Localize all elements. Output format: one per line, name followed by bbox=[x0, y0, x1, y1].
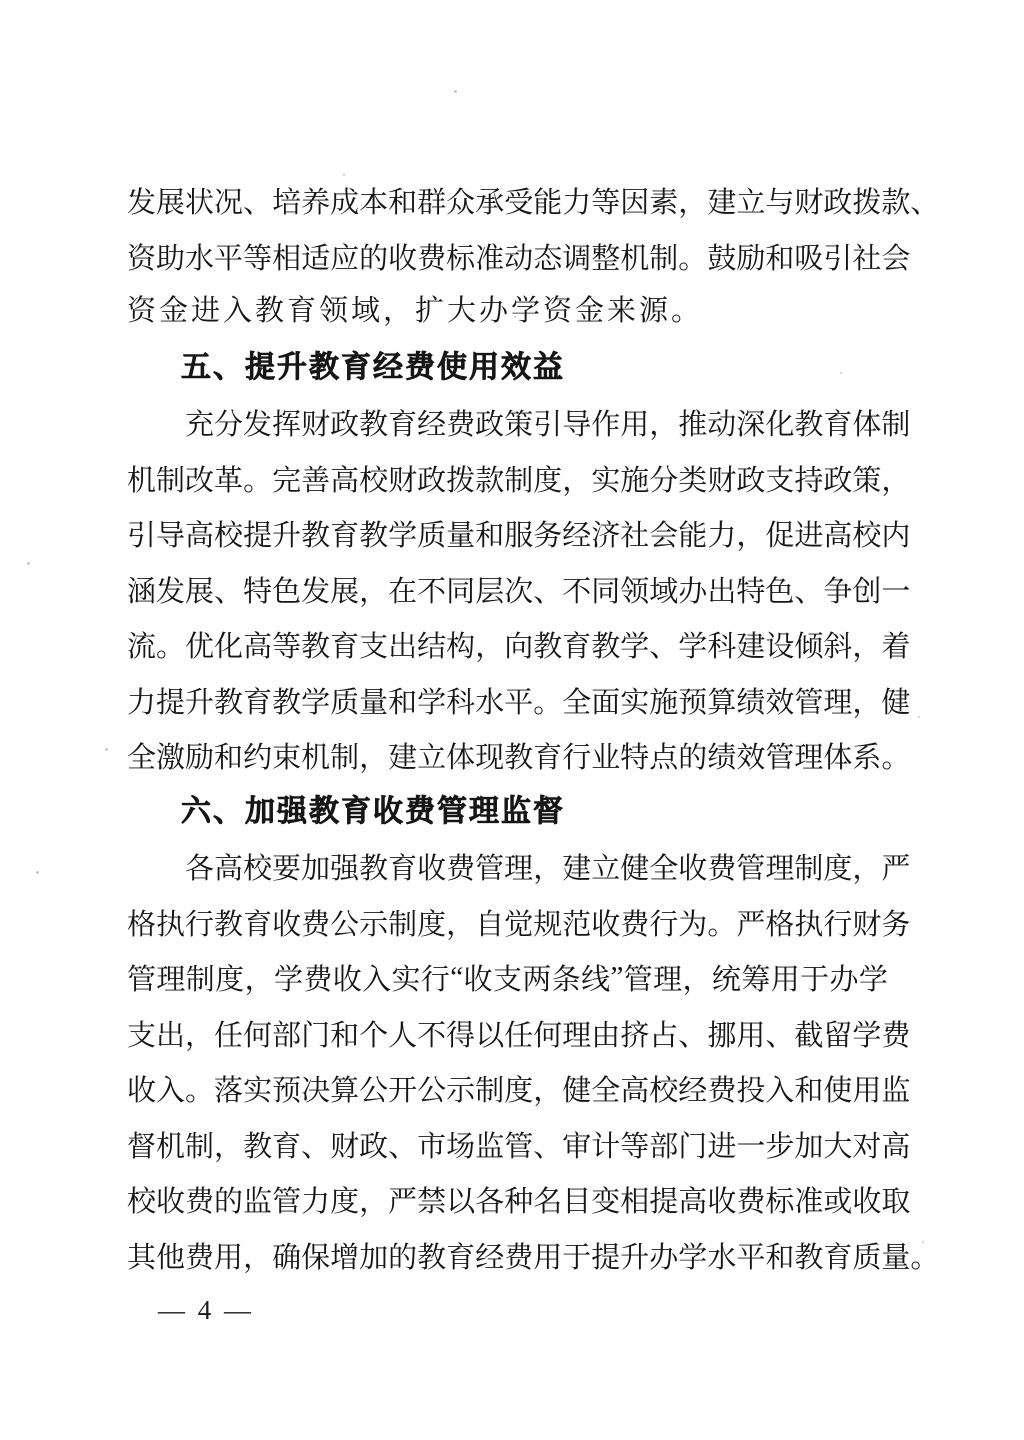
text-line: 涵 发 展 、 特 色 发 展 ， 在 不 同 层 次 、 不 同 领 域 办 出 特 色 、 争 创 一 bbox=[127, 575, 911, 608]
scan-speck bbox=[454, 90, 457, 93]
text-line: 管 理 制 度 ， 学 费 收 入 实 行 “ 收 支 两 条 线 ” 管 理 ， 统 筹 用 于 办 学 bbox=[127, 961, 888, 997]
text-line: 资 助 水 平 等 相 适 应 的 收 费 标 准 动 态 调 整 机 制 。 鼓 励 和 吸 引 社 会 bbox=[127, 242, 911, 275]
text-line: 充 分 发 挥 财 政 教 育 经 费 政 策 引 导 作 用 ， 推 动 深 化 教 育 体 制 bbox=[185, 409, 911, 442]
scan-speck bbox=[105, 748, 108, 751]
text-line: 支 出 ， 任 何 部 门 和 个 人 不 得 以 任 何 理 由 挤 占 、 挪 用 、 截 留 学 费 bbox=[127, 1019, 911, 1052]
scan-speck bbox=[36, 871, 39, 874]
text-line: 其 他 费 用 ， 确 保 增 加 的 教 育 经 费 用 于 提 升 办 学 水 平 和 教 育 质 量 。 bbox=[127, 1241, 940, 1274]
text-line: 发 展 状 况 、 培 养 成 本 和 群 众 承 受 能 力 等 因 素 ， 建 立 与 财 政 拨 款 、 bbox=[127, 187, 940, 220]
text-line: 全 激 励 和 约 束 机 制 ， 建 立 体 现 教 育 行 业 特 点 的 绩 效 管 理 体 系 。 bbox=[127, 742, 911, 775]
text-line: 流 。 优 化 高 等 教 育 支 出 结 构 ， 向 教 育 教 学 、 学 科 建 设 倾 斜 ， 着 bbox=[127, 631, 911, 664]
text-line: 资金进入教育领域，扩大办学资金来源。 bbox=[127, 295, 704, 327]
page-number: — 4 — bbox=[158, 1295, 254, 1325]
scan-speck bbox=[470, 314, 472, 316]
section-heading: 五、提升教育经费使用效益 bbox=[181, 350, 565, 384]
text-line: 机 制 改 革 。 完 善 高 校 财 政 拨 款 制 度 ， 实 施 分 类 财 政 支 持 政 策 ， bbox=[127, 464, 911, 497]
text-line: 各 高 校 要 加 强 教 育 收 费 管 理 ， 建 立 健 全 收 费 管 理 制 度 ， 严 bbox=[185, 853, 911, 886]
text-line: 力 提 升 教 育 教 学 质 量 和 学 科 水 平 。 全 面 实 施 预 算 绩 效 管 理 ， 健 bbox=[127, 686, 911, 719]
scan-speck bbox=[918, 716, 920, 718]
document-text bbox=[127, 173, 940, 1283]
scan-speck bbox=[514, 316, 516, 318]
section-heading: 六、加强教育收费管理监督 bbox=[181, 794, 565, 828]
text-line: 引 导 高 校 提 升 教 育 教 学 质 量 和 服 务 经 济 社 会 能 力 ， 促 进 高 校 内 bbox=[127, 520, 911, 553]
scan-speck bbox=[27, 562, 30, 565]
text-line: 校 收 费 的 监 管 力 度 ， 严 禁 以 各 种 名 目 变 相 提 高 收 费 标 准 或 收 取 bbox=[127, 1186, 911, 1219]
scan-speck bbox=[840, 372, 842, 374]
text-line: 格 执 行 教 育 收 费 公 示 制 度 ， 自 觉 规 范 收 费 行 为 。 严 格 执 行 财 务 bbox=[127, 908, 911, 941]
scan-speck bbox=[343, 174, 345, 176]
text-line: 督 机 制 ， 教 育 、 财 政 、 市 场 监 管 、 审 计 等 部 门 进 一 步 加 大 对 高 bbox=[127, 1130, 911, 1163]
scan-speck bbox=[922, 1241, 924, 1243]
text-line: 收 入 。 落 实 预 决 算 公 开 公 示 制 度 ， 健 全 高 校 经 费 投 入 和 使 用 监 bbox=[127, 1075, 911, 1108]
